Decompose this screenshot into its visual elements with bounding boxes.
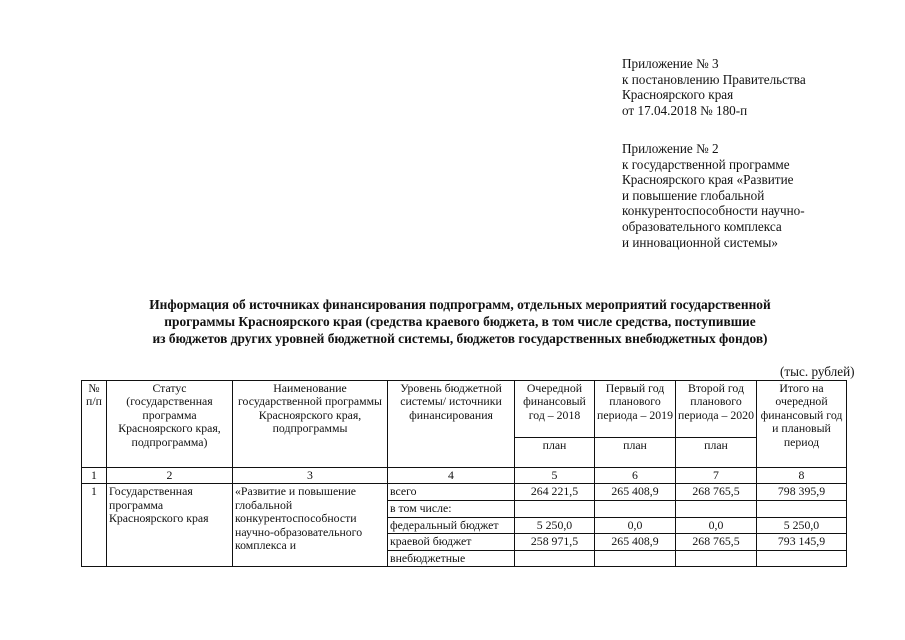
appendix-line: Красноярского края: [622, 87, 734, 103]
value-total: [757, 501, 847, 517]
value-2018: 5 250,0: [515, 517, 595, 533]
value-2018: [515, 550, 595, 566]
header-status: Статус (государственная программа Красноярского края, подпрограмма): [107, 381, 233, 468]
appendix-line: к постановлению Правительства: [622, 71, 806, 87]
level-label: внебюджетные: [388, 550, 515, 566]
value-2020: [676, 501, 757, 517]
level-label: всего: [388, 484, 515, 501]
row-number: 1: [82, 484, 107, 567]
column-number: 3: [233, 468, 388, 484]
header-2020: Второй год планового периода – 2020: [676, 381, 757, 438]
header-name: Наименование государственной программы Красноярского края, подпрограммы: [233, 381, 388, 468]
column-number: 5: [515, 468, 595, 484]
appendix-line: конкурентоспособности научно-: [622, 203, 805, 219]
value-2020: 268 765,5: [676, 484, 757, 501]
value-2020: [676, 550, 757, 566]
value-2020: 268 765,5: [676, 534, 757, 550]
financing-table: [81, 380, 847, 567]
header-row: [82, 381, 847, 438]
table-row: [82, 484, 847, 501]
appendix-3-block: [622, 56, 806, 118]
header-2018: Очередной финансовый год – 2018: [515, 381, 595, 438]
value-total: 793 145,9: [757, 534, 847, 550]
value-2019: [595, 550, 676, 566]
value-2019: 265 408,9: [595, 484, 676, 501]
value-2018: [515, 501, 595, 517]
appendix-2-block: [622, 141, 805, 250]
appendix-line: и повышение глобальной: [622, 187, 765, 203]
column-number: 4: [388, 468, 515, 484]
header-plan: план: [515, 438, 595, 468]
value-total: 5 250,0: [757, 517, 847, 533]
appendix-line: образовательного комплекса: [622, 218, 782, 234]
column-number: 8: [757, 468, 847, 484]
appendix-line: Приложение № 3: [622, 56, 719, 71]
value-2018: 258 971,5: [515, 534, 595, 550]
level-label: федеральный бюджет: [388, 517, 515, 533]
value-2020: 0,0: [676, 517, 757, 533]
column-number: 2: [107, 468, 233, 484]
value-2018: 264 221,5: [515, 484, 595, 501]
appendix-line: от 17.04.2018 № 180-п: [622, 102, 748, 118]
document-title: [60, 296, 860, 347]
column-number: 7: [676, 468, 757, 484]
value-2019: 0,0: [595, 517, 676, 533]
appendix-line: и инновационной системы»: [622, 234, 778, 250]
header-plan: план: [676, 438, 757, 468]
value-total: [757, 550, 847, 566]
header-total: Итого на очередной финансовый год и плановый период: [757, 381, 847, 468]
row-status: Государственная программа Красноярского края: [107, 484, 233, 567]
appendix-line: Приложение № 2: [622, 141, 719, 156]
header-level: Уровень бюджетной системы/ источники финансирования: [388, 381, 515, 468]
level-label: краевой бюджет: [388, 534, 515, 550]
column-number: 1: [82, 468, 107, 484]
header-2019: Первый год планового периода – 2019: [595, 381, 676, 438]
value-total: 798 395,9: [757, 484, 847, 501]
title-line: из бюджетов других уровней бюджетной системы, бюджетов государственных внебюджетных фондов): [152, 331, 768, 346]
appendix-line: к государственной программе: [622, 156, 790, 172]
row-name: «Развитие и повышение глобальной конкурентоспособности научно-образовательного комплекса и: [233, 484, 388, 567]
header-num: № п/п: [82, 381, 107, 468]
level-label: в том числе:: [388, 501, 515, 517]
title-line: Информация об источниках финансирования подпрограмм, отдельных мероприятий государственной: [149, 297, 771, 312]
value-2019: [595, 501, 676, 517]
header-plan: план: [595, 438, 676, 468]
title-line: программы Красноярского края (средства краевого бюджета, в том числе средства, поступившие: [164, 314, 756, 329]
value-2019: 265 408,9: [595, 534, 676, 550]
column-numbers-row: [82, 468, 847, 484]
column-number: 6: [595, 468, 676, 484]
appendix-line: Красноярского края «Развитие: [622, 172, 794, 188]
units-label: (тыс. рублей): [780, 364, 855, 379]
